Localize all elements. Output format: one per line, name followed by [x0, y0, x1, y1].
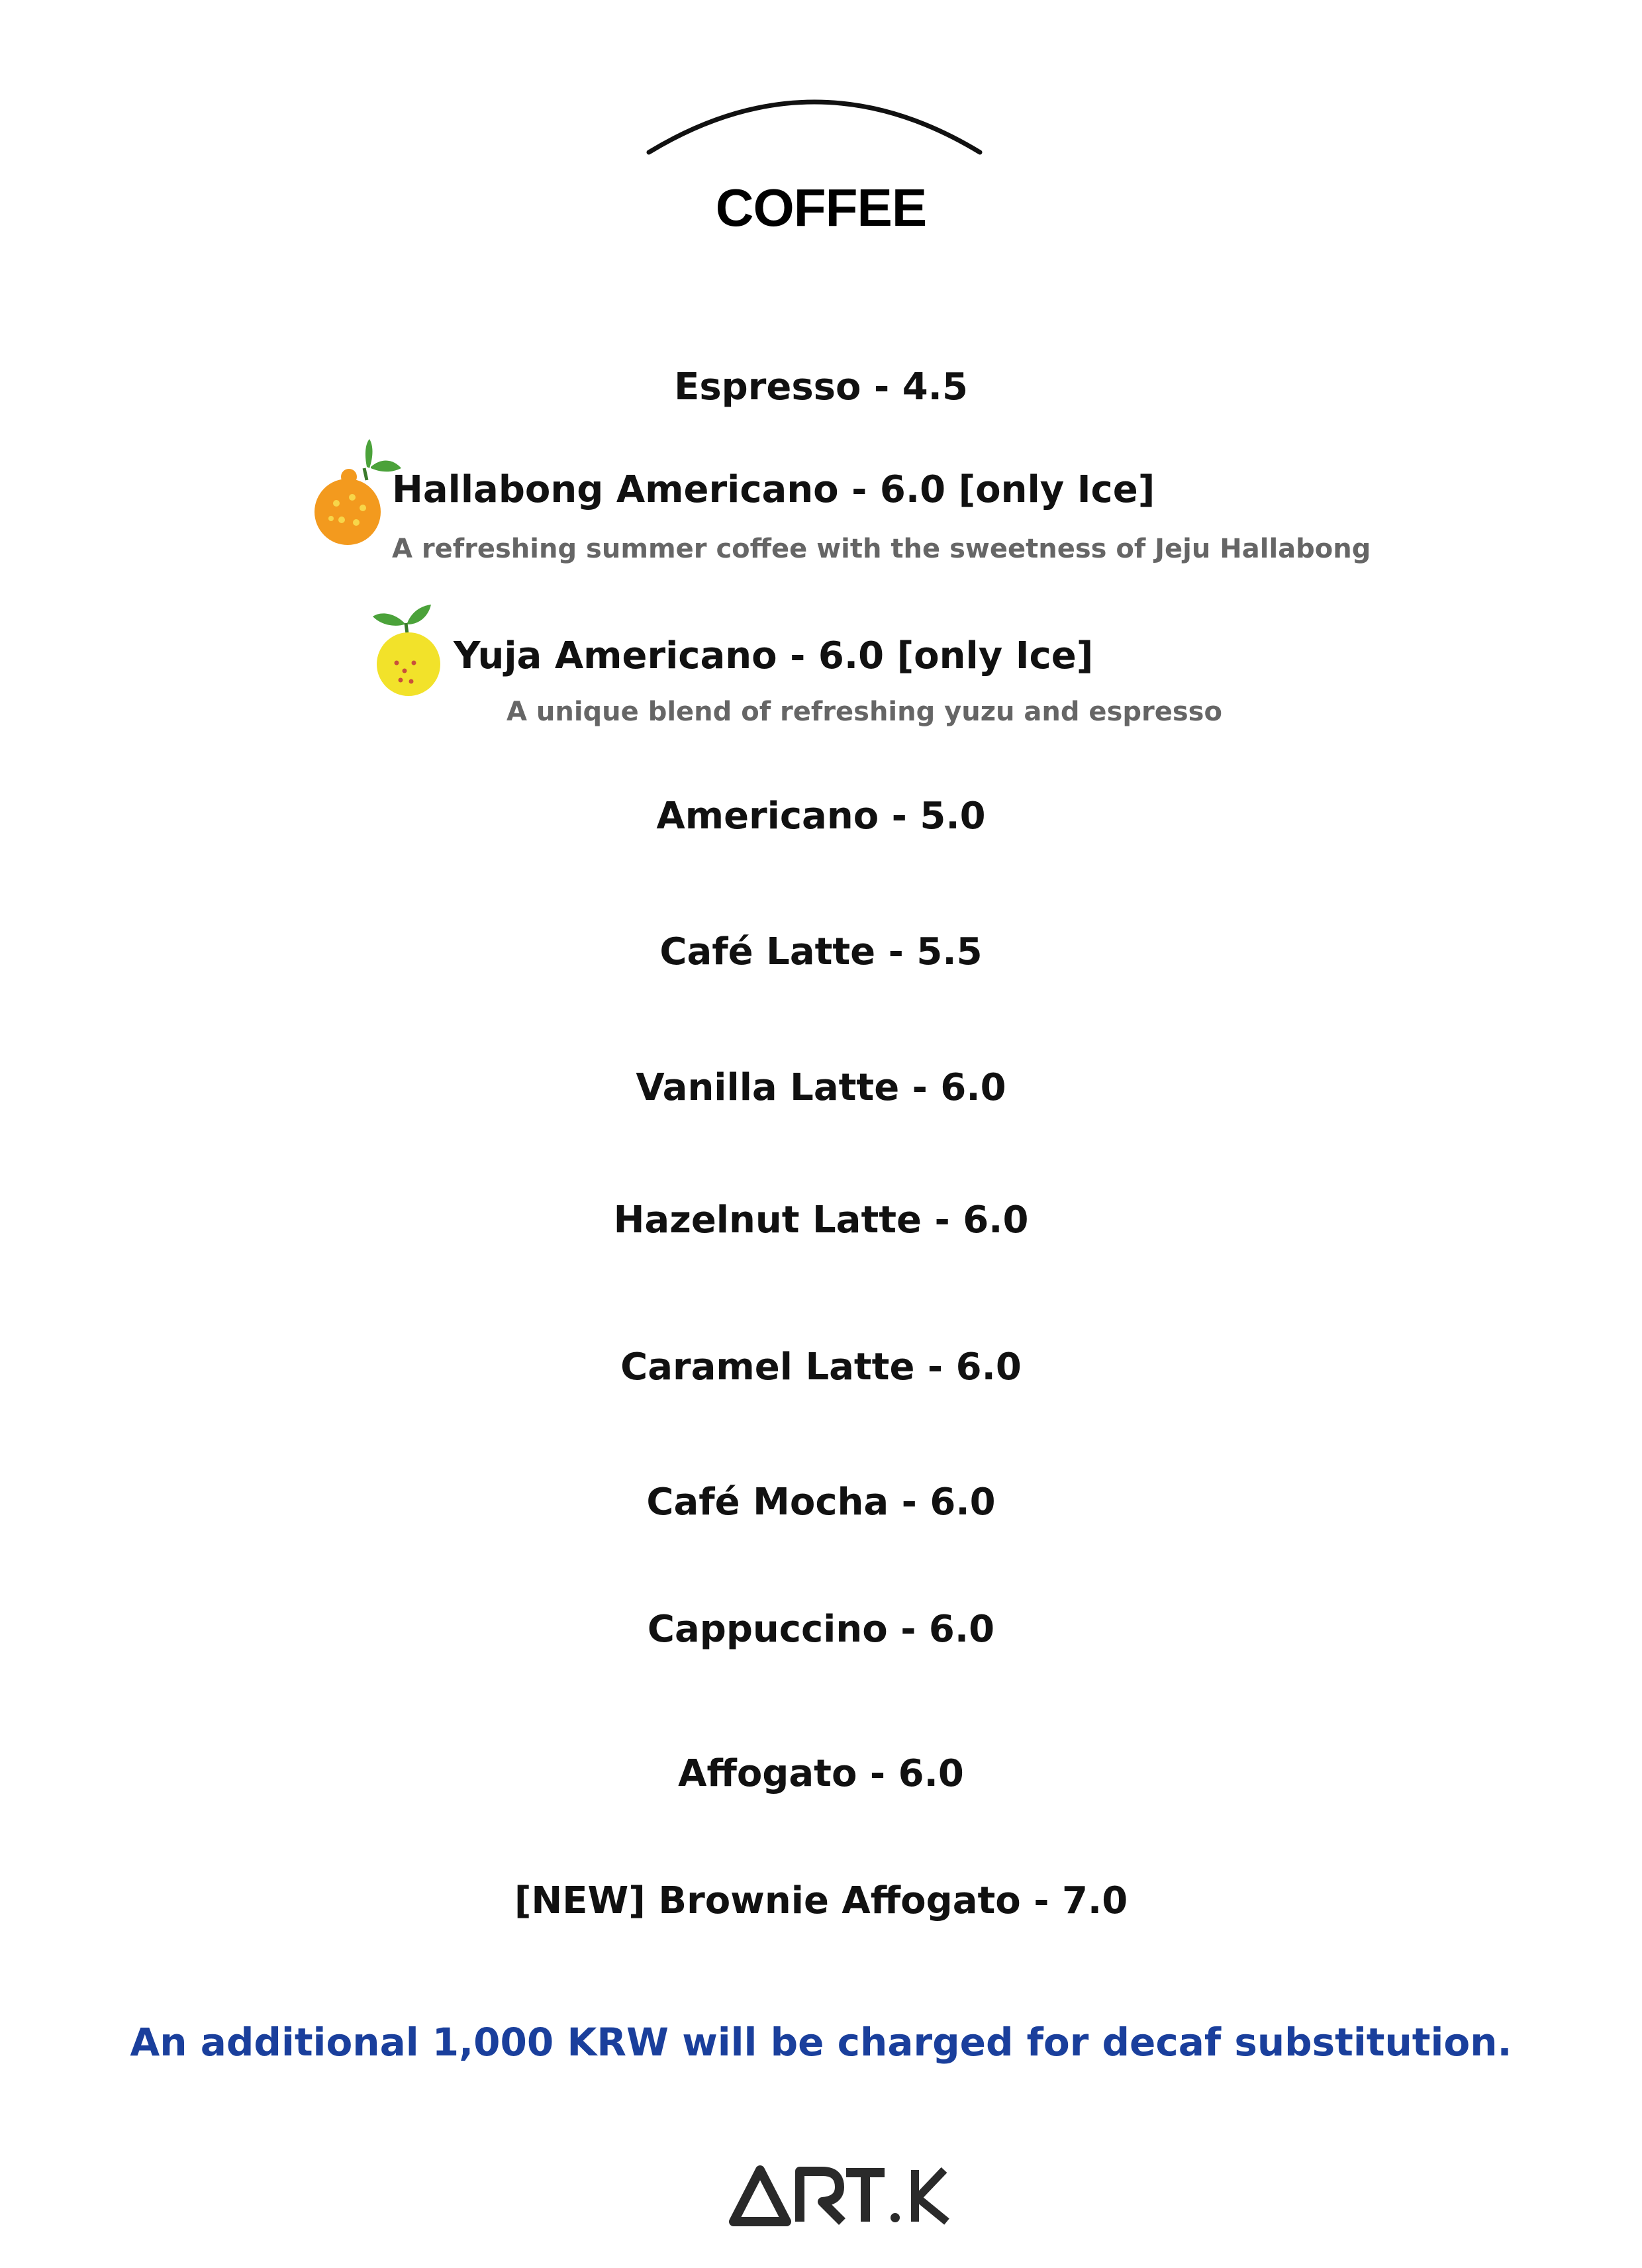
menu-item-caramel-latte: Caramel Latte - 6.0: [620, 1346, 1022, 1389]
menu-item-espresso: Espresso - 4.5: [674, 366, 968, 409]
menu-item-yuja-americano: Yuja Americano - 6.0 [only Ice]: [454, 634, 1094, 677]
menu-item-affogato: Affogato - 6.0: [678, 1752, 964, 1795]
menu-title: COFFEE: [715, 178, 927, 237]
menu-item-americano: Americano - 5.0: [656, 795, 986, 838]
menu-item-cappuccino: Cappuccino - 6.0: [647, 1608, 995, 1651]
menu-item-cafe-latte: Café Latte - 5.5: [659, 930, 983, 973]
decaf-note: An additional 1,000 KRW will be charged for decaf substitution.: [130, 2020, 1512, 2065]
menu-item-yuja-description: A unique blend of refreshing yuzu and espresso: [507, 697, 1222, 727]
menu-item-hallabong-americano: Hallabong Americano - 6.0 [only Ice]: [392, 468, 1155, 511]
menu-item-vanilla-latte: Vanilla Latte - 6.0: [636, 1066, 1006, 1109]
decorative-arc: [642, 78, 987, 158]
menu-item-hallabong-description: A refreshing summer coffee with the sweetness of Jeju Hallabong: [392, 534, 1371, 564]
menu-item-brownie-affogato: [NEW] Brownie Affogato - 7.0: [514, 1879, 1128, 1922]
menu-item-cafe-mocha: Café Mocha - 6.0: [646, 1481, 996, 1524]
menu-item-hazelnut-latte: Hazelnut Latte - 6.0: [613, 1199, 1029, 1242]
yuja-citron-icon: [367, 599, 454, 699]
artk-logo: [728, 2162, 953, 2228]
